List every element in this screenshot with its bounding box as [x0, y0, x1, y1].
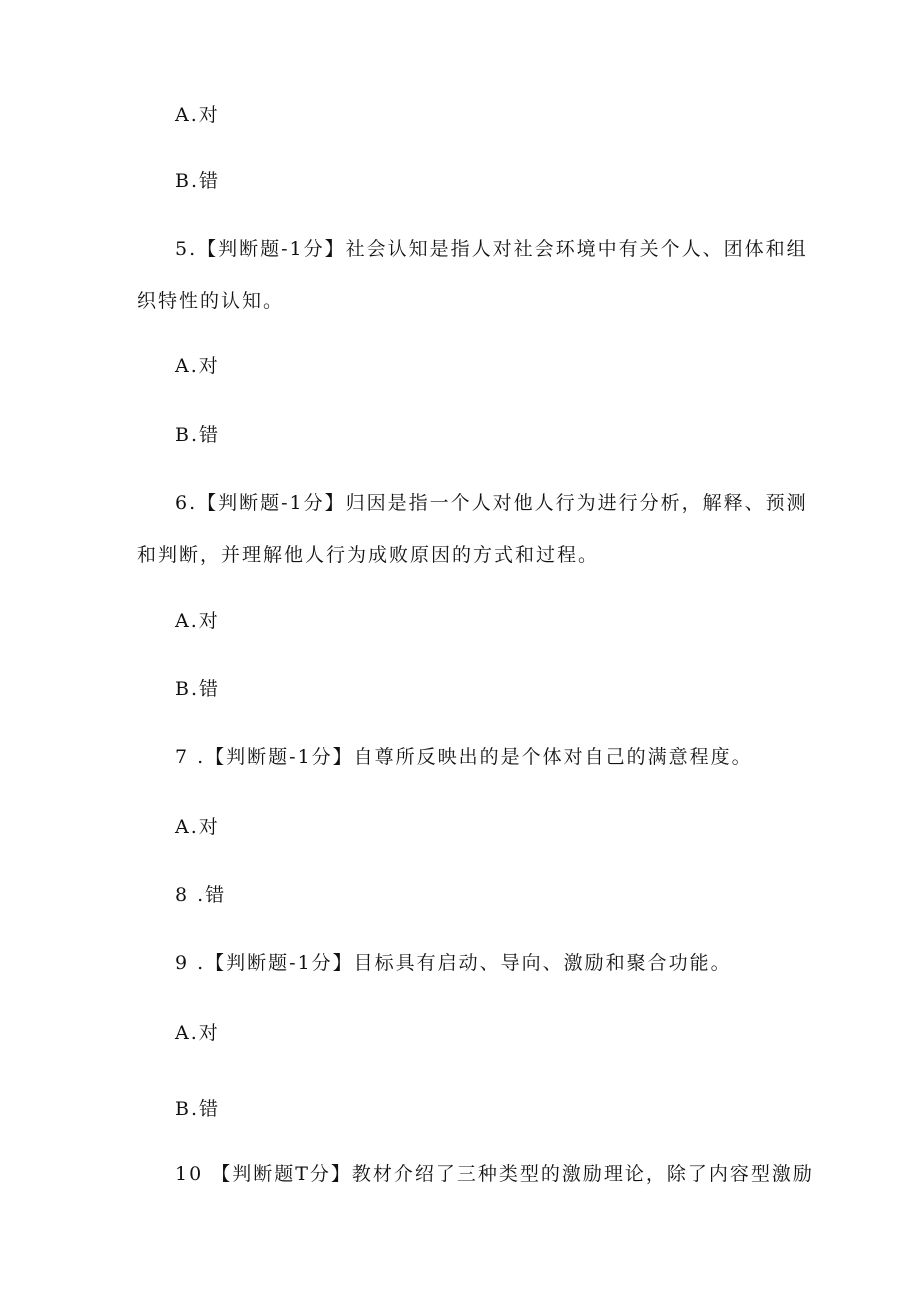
- question-5: 5.【判断题-1分】社会认知是指人对社会环境中有关个人、团体和组: [175, 238, 808, 260]
- question-10: 10 【判断题T分】教材介绍了三种类型的激励理论，除了内容型激励: [175, 1163, 814, 1185]
- question-6-continued: 和判断，并理解他人行为成败原因的方式和过程。: [137, 544, 600, 566]
- option-a: A.对: [175, 816, 220, 838]
- option-8-wrong: 8 .错: [175, 884, 227, 906]
- option-a: A.对: [175, 1022, 220, 1044]
- option-b: B.错: [175, 424, 221, 446]
- question-5-continued: 织特性的认知。: [137, 290, 285, 312]
- option-b: B.错: [175, 170, 221, 192]
- option-a: A.对: [175, 355, 220, 377]
- option-b: B.错: [175, 678, 221, 700]
- option-b: B.错: [175, 1098, 221, 1120]
- question-6: 6.【判断题-1分】归因是指一个人对他人行为进行分析，解释、预测: [175, 492, 808, 514]
- question-7: 7 .【判断题-1分】自尊所反映出的是个体对自己的满意程度。: [175, 746, 753, 768]
- option-a: A.对: [175, 610, 220, 632]
- option-a: A.对: [175, 104, 220, 126]
- question-9: 9 .【判断题-1分】目标具有启动、导向、激励和聚合功能。: [175, 952, 732, 974]
